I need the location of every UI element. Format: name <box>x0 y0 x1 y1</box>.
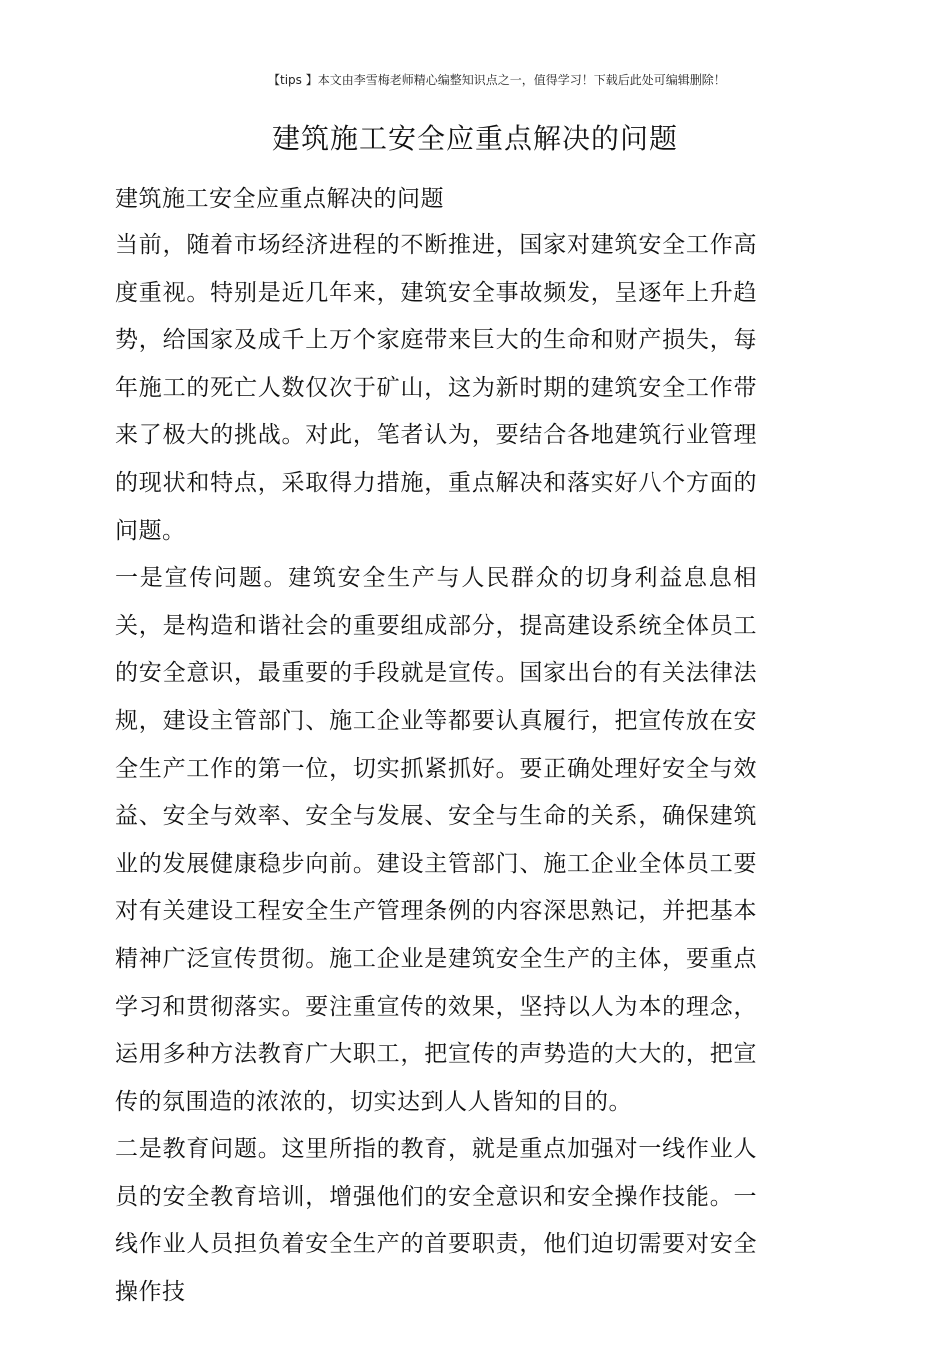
paragraph-publicity: 一是宣传问题。建筑安全生产与人民群众的切身利益息息相关，是构造和谐社会的重要组成部分，提高建设系统全体员工的安全意识，最重要的手段就是宣传。国家出台的有关法律法规，建设主管部门、施工企业等都要认真履行，把宣传放在安全生产工作的第一位，切实抓紧抓好。要正确处理好安全与效益、安全与效率、安全与发展、安全与生命的关系，确保建筑业的发展健康稳步向前。建设主管部门、施工企业全体员工要对有关建设工程安全生产管理条例的内容深思熟记，并把基本精神广泛宣传贯彻。施工企业是建筑安全生产的主体，要重点学习和贯彻落实。要注重宣传的效果，坚持以人为本的理念，运用多种方法教育广大职工，把宣传的声势造的大大的，把宣传的氛围造的浓浓的，切实达到人人皆知的目的。 <box>115 565 757 1115</box>
document-body <box>115 176 757 1317</box>
paragraph-intro: 当前，随着市场经济进程的不断推进，国家对建筑安全工作高度重视。特别是近几年来，建筑安全事故频发，呈逐年上升趋势，给国家及成千上万个家庭带来巨大的生命和财产损失，每年施工的死亡人数仅次于矿山，这为新时期的建筑安全工作带来了极大的挑战。对此，笔者认为，要结合各地建筑行业管理的现状和特点，采取得力措施，重点解决和落实好八个方面的问题。 <box>115 232 757 544</box>
document-title: 建筑施工安全应重点解决的问题 <box>271 122 678 155</box>
paragraph-education: 二是教育问题。这里所指的教育，就是重点加强对一线作业人员的安全教育培训，增强他们的安全意识和安全操作技能。一线作业人员担负着安全生产的首要职责，他们迫切需要对安全操作技 <box>115 1136 757 1306</box>
document-subtitle: 建筑施工安全应重点解决的问题 <box>115 186 444 212</box>
tips-header: 【tips 】本文由李雪梅老师精心编整知识点之一，值得学习！下载后此处可编辑删除！ <box>268 73 726 87</box>
